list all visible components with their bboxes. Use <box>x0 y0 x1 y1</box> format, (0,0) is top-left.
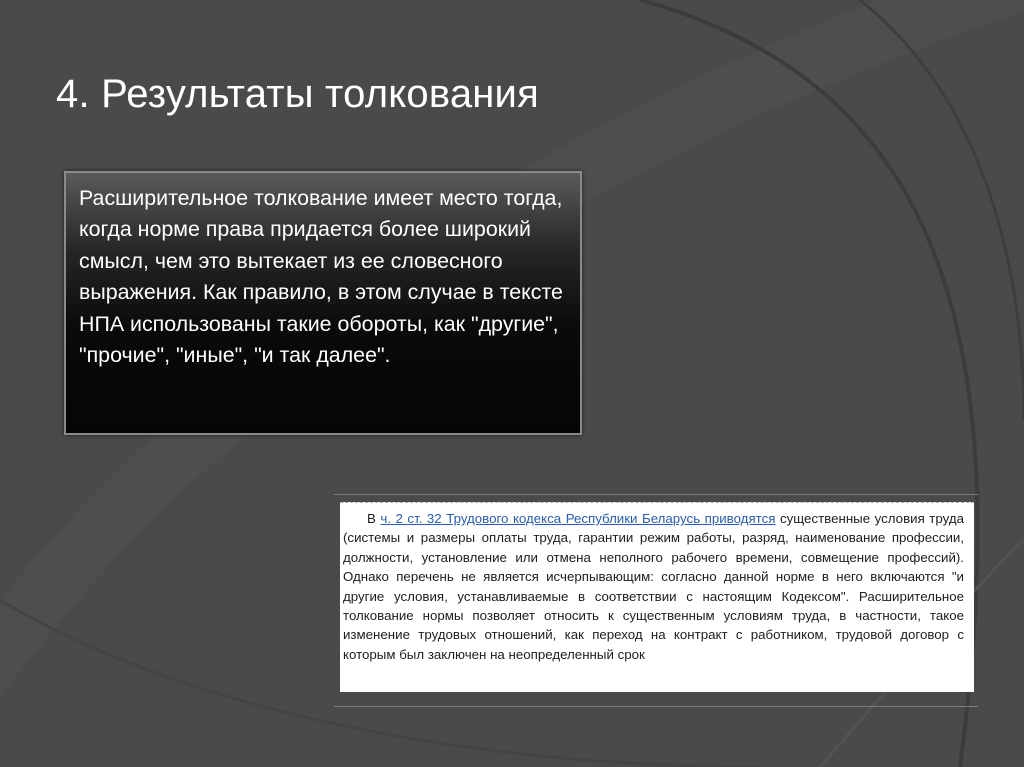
code-reference-link[interactable]: ч. 2 ст. 32 Трудового кодекса Республики Беларусь приводятся <box>380 511 776 526</box>
article-body: существенные условия труда (системы и размеры оплаты труда, гарантии режим работы, разряд, наименование профессии, должности, установление или отмена неполного рабочего времени, совмещение профессий). Однако перечень не является исчерпывающим: согласно данной норме в него включаются "и другие условия, устанавливаемые в соответствии с настоящим Кодексом". Расширительное толкование нормы позволяет относить к существенным условиям труда, в частности, такое изменение трудовых отношений, как переход на контракт с работником, трудовой договор с которым был заключен на неопределенный срок <box>343 511 964 662</box>
article-excerpt <box>340 502 974 692</box>
definition-text: Расширительное толкование имеет место тогда, когда норме права придается более широкий смысл, чем это вытекает из ее словесного выражения. Как правило, в этом случае в тексте НПА использованы такие обороты, как "другие", "прочие", "иные", "и так далее". <box>79 186 563 368</box>
article-lead: В <box>367 511 376 526</box>
slide-title: 4. Результаты толкования <box>56 72 539 116</box>
article-excerpt-frame <box>334 494 978 707</box>
definition-callout <box>64 171 582 435</box>
